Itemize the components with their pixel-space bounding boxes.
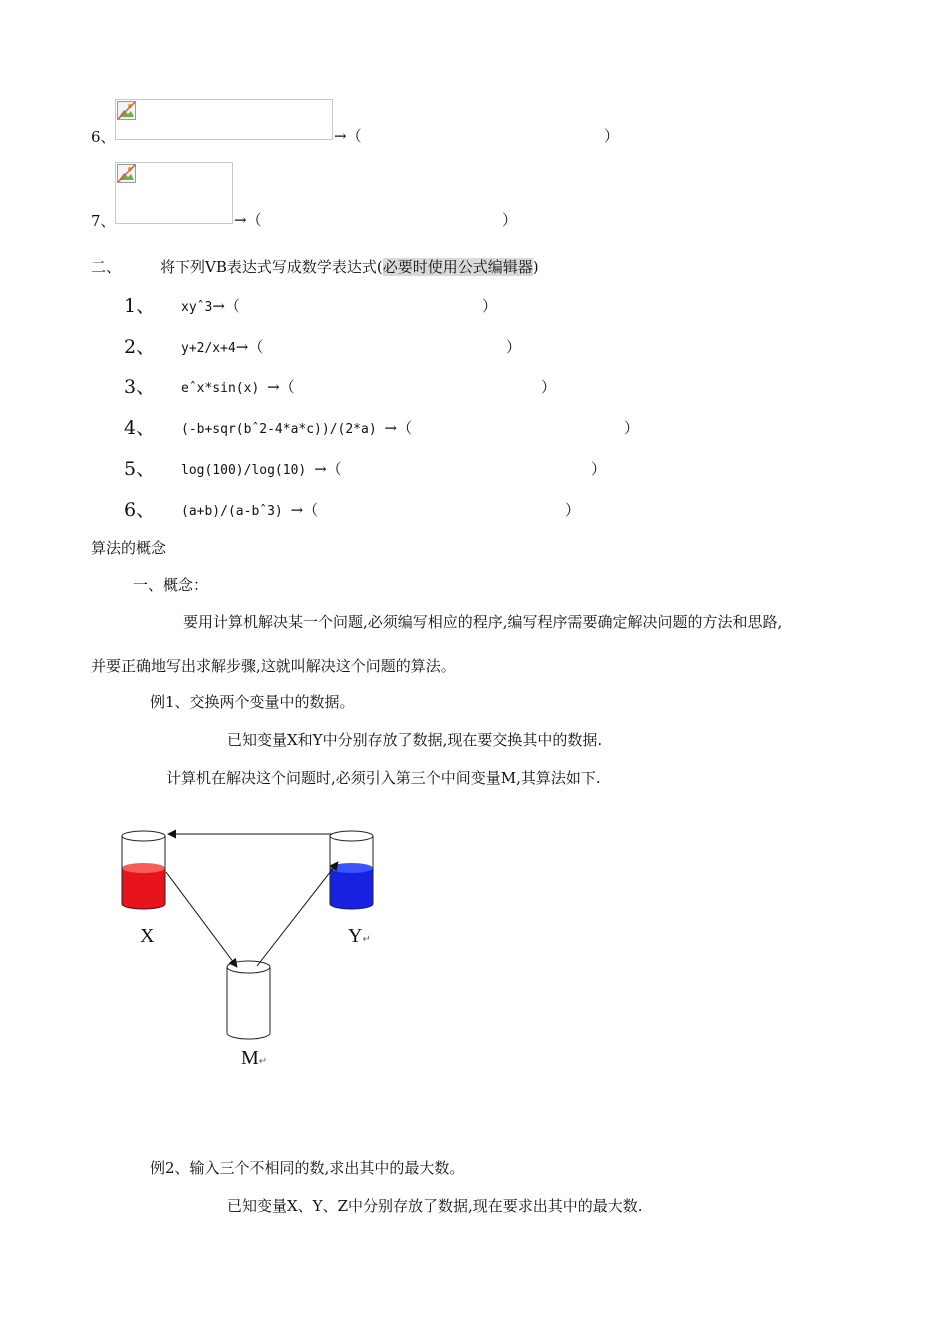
label-m-text: M [241,1047,259,1069]
image-placeholder [115,99,333,140]
vb-expression: log(100)/log(10) [181,463,315,478]
arrow-open-paren: →（ [290,501,319,519]
arrow-open-paren: →（ [334,127,362,145]
label-x: X [140,925,155,947]
close-paren: ） [604,127,620,145]
subheading-concept: 一、概念： [133,576,209,594]
arrow-x-to-m [166,872,237,967]
expr-number: 1、 [124,295,156,317]
cylinder-y [330,831,373,909]
section-title [160,256,539,277]
example-title: 例1、交换两个变量中的数据。 [150,693,355,711]
label-y-text: Y [348,925,363,947]
expr-row [181,458,342,479]
close-paren: ） [624,419,640,437]
broken-image-icon [117,101,136,120]
highlighted-text: 必要时使用公式编辑器 [382,258,533,276]
arrow-open-paren: →（ [234,211,262,229]
label-m [241,1047,267,1070]
item-number: 7、 [91,212,116,230]
expr-row [181,336,263,357]
return-mark: ↵ [362,934,371,945]
close-paren: ） [565,501,581,519]
expr-row [181,376,295,397]
example-text: 已知变量X和Y中分别存放了数据,现在要交换其中的数据. [227,731,603,749]
expr-number: 6、 [124,499,156,521]
close-paren: ） [541,378,557,396]
close-paren: ） [482,297,498,315]
expr-number: 4、 [124,417,156,439]
expr-number: 2、 [124,336,156,358]
close-paren: ） [502,211,518,229]
expr-number: 3、 [124,376,156,398]
arrow-open-paren: →（ [384,419,413,437]
expr-number: 5、 [124,458,156,480]
expr-row [181,499,318,520]
example-title: 例2、输入三个不相同的数,求出其中的最大数。 [150,1159,465,1177]
example-text: 计算机在解决这个问题时,必须引入第三个中间变量M,其算法如下. [166,769,601,787]
paragraph-line: 要用计算机解决某一个问题,必须编写相应的程序,编写程序需要确定解决问题的方法和思路, [183,613,783,631]
expr-row [181,417,412,438]
image-placeholder [115,162,233,224]
close-paren: ） [506,338,522,356]
vb-expression: (a+b)/(a-bˆ3) [181,504,291,519]
arrow-m-to-y [257,862,338,966]
vb-expression: (-b+sqr(bˆ2-4*a*c))/(2*a) [181,422,385,437]
liquid-x [122,868,165,904]
liquid-y [330,868,373,904]
swap-diagram [100,820,420,1080]
label-y [348,925,371,948]
vb-expression: eˆx*sin(x) [181,381,268,396]
arrow-open-paren: →（ [267,378,295,396]
section-title-text: 将下列VB表达式写成数学表达式( [160,258,383,276]
section-number: 二、 [91,258,122,276]
arrow-open-paren: →（ [235,338,264,356]
arrow-open-paren: →（ [212,297,240,315]
vb-expression: xyˆ3 [181,300,213,315]
expr-row [181,295,240,316]
item-number: 6、 [91,128,116,146]
vb-expression: y+2/x+4 [181,341,236,356]
arrow-open-paren: →（ [314,460,342,478]
broken-image-icon [117,164,136,183]
section-title-end: ) [532,258,539,276]
cylinder-x [122,831,165,909]
example-text: 已知变量X、Y、Z中分别存放了数据,现在要求出其中的最大数. [227,1197,643,1215]
return-mark: ↵ [258,1056,268,1067]
paragraph-line: 并要正确地写出求解步骤,这就叫解决这个问题的算法。 [91,657,456,675]
heading-algorithm: 算法的概念 [91,539,167,557]
close-paren: ） [591,460,607,478]
liquid-x-surface [122,863,165,873]
cylinder-m [227,961,270,1039]
